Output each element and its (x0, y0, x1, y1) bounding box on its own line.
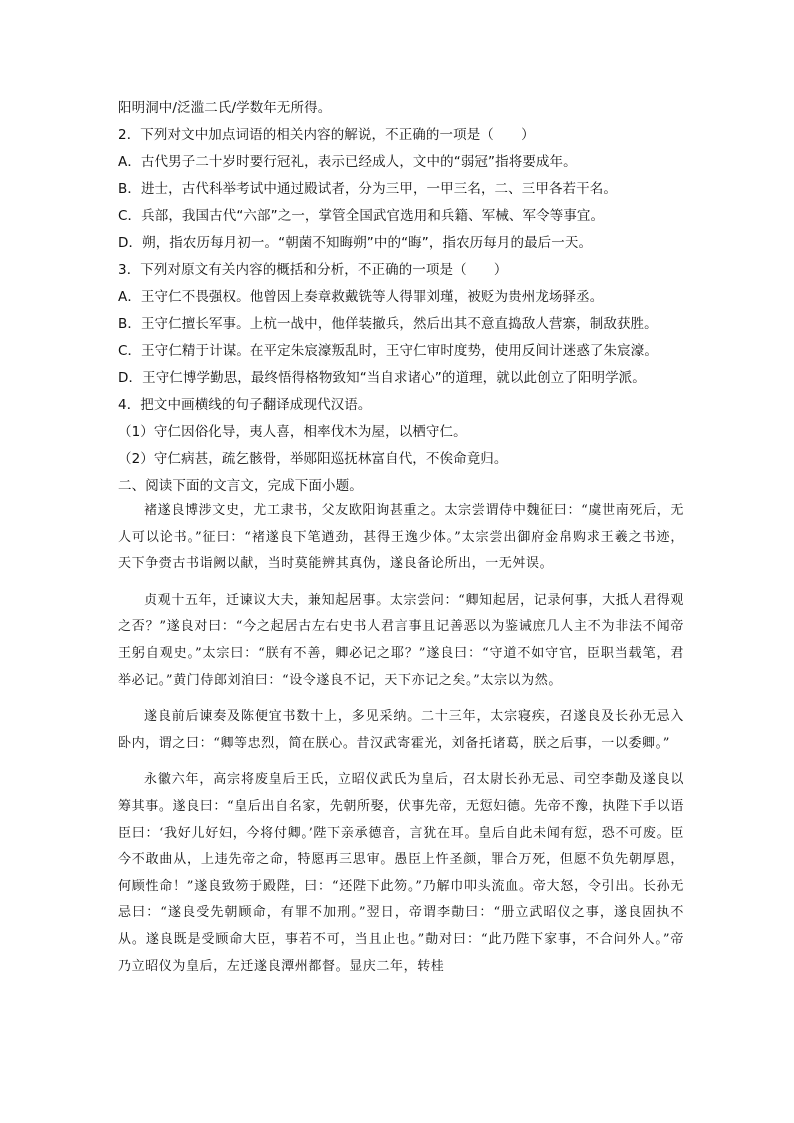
question-4-stem: 4．把文中画横线的句子翻译成现代汉语。 (118, 397, 372, 413)
question-3-stem: 3．下列对原文有关内容的概括和分析，不正确的一项是（ ） (118, 262, 508, 278)
passage-paragraph-3: 遂良前后谏奏及陈便宜书数十上，多见采纳。二十三年，太宗寝疾，召遂良及长孙无忌入卧内，谓之曰：“卿等忠烈，简在朕心。昔汉武寄霍光，刘备托诸葛，朕之后事，一以委卿。” (118, 709, 684, 751)
passage-paragraph-1: 褚遂良博涉文史，尤工隶书，父友欧阳询甚重之。太宗尝谓侍中魏征曰：“虞世南死后，无人可以论书。”征曰：“褚遂良下笔遒劲，甚得王逸少体。”太宗尝出御府金帛购求王羲之书迹，天下争赍古书诣阙以献，当时莫能辨其真伪，遂良备论所出，一无舛误。 (118, 503, 684, 572)
question-4-part-2: （2）守仁病甚，疏乞骸骨，举郧阳巡抚林富自代，不俟命竟归。 (118, 451, 508, 467)
section-two-heading: 二、阅读下面的文言文，完成下面小题。 (118, 478, 363, 494)
question-2-option-a: A．古代男子二十岁时要行冠礼，表示已经成人，文中的“弱冠”指将要成年。 (118, 154, 577, 170)
question-3-option-c: C．王守仁精于计谋。在平定朱宸濠叛乱时，王守仁审时度势，使用反间计迷惑了朱宸濠。 (118, 343, 658, 359)
question-3-option-d: D．王守仁博学勤思，最终悟得格物致知“当自求诸心”的道理，就以此创立了阳明学派。 (118, 370, 646, 386)
question-2-option-d: D．朔，指农历每月初一。“朝菌不知晦朔”中的“晦”，指农历每月的最后一天。 (118, 235, 593, 251)
passage-paragraph-4: 永徽六年，高宗将废皇后王氏，立昭仪武氏为皇后，召太尉长孙无忌、司空李勣及遂良以筹其事。遂良曰：“皇后出自名家，先朝所娶，伏事先帝，无愆妇德。先帝不豫，执陛下手以语臣曰：‘我好儿好妇，今将付卿。’陛下亲承德音，言犹在耳。皇后自此未闻有愆，恐不可废。臣今不敢曲从，上违先帝之命，特愿再三思审。愚臣上忤圣颜，罪合万死，但愿不负先朝厚恩，何顾性命！”遂良致笏于殿陛，曰：“还陛下此笏。”乃解巾叩头流血。帝大怒，令引出。长孙无忌曰：“遂良受先朝顾命，有罪不加刑。”翌日，帝谓李勣曰：“册立武昭仪之事，遂良固执不从。遂良既是受顾命大臣，事若不可，当且止也。”勣对曰：“此乃陛下家事，不合问外人。”帝乃立昭仪为皇后，左迁遂良潭州都督。显庆二年，转桂 (118, 772, 684, 974)
question-2-option-c: C．兵部，我国古代“六部”之一，掌管全国武官选用和兵籍、军械、军令等事宜。 (118, 208, 605, 224)
classical-chinese-passage (118, 498, 684, 990)
question-2-stem: 2．下列对文中加点词语的相关内容的解说，不正确的一项是（ ） (118, 127, 535, 143)
passage-paragraph-2: 贞观十五年，迁谏议大夫，兼知起居事。太宗尝问：“卿知起居，记录何事，大抵人君得观之否？”遂良对曰：“今之起居古左右史书人君言事且记善恶以为鉴诫庶几人主不为非法不闻帝王躬自观史。”太宗曰：“朕有不善，卿必记之耶？”遂良曰：“守道不如守官，臣职当载笔，君举必记。”黄门侍郎刘洎曰：“设令遂良不记，天下亦记之矣。”太宗以为然。 (118, 592, 684, 688)
question-line: 阳明洞中/泛滥二氏/学数年无所得。 (118, 100, 332, 116)
question-4-part-1: （1）守仁因俗化导，夷人喜，相率伐木为屋，以栖守仁。 (118, 424, 467, 440)
question-3-option-a: A．王守仁不畏强权。他曾因上奏章救戴铣等人得罪刘瑾，被贬为贵州龙场驿丞。 (118, 289, 604, 305)
question-3-option-b: B．王守仁擅长军事。上杭一战中，他佯装撤兵，然后出其不意直捣敌人营寨，制敌获胜。 (118, 316, 658, 332)
question-2-option-b: B．进士，古代科举考试中通过殿试者，分为三甲，一甲三名，二、三甲各若干名。 (118, 181, 617, 197)
questions-section (118, 95, 698, 500)
